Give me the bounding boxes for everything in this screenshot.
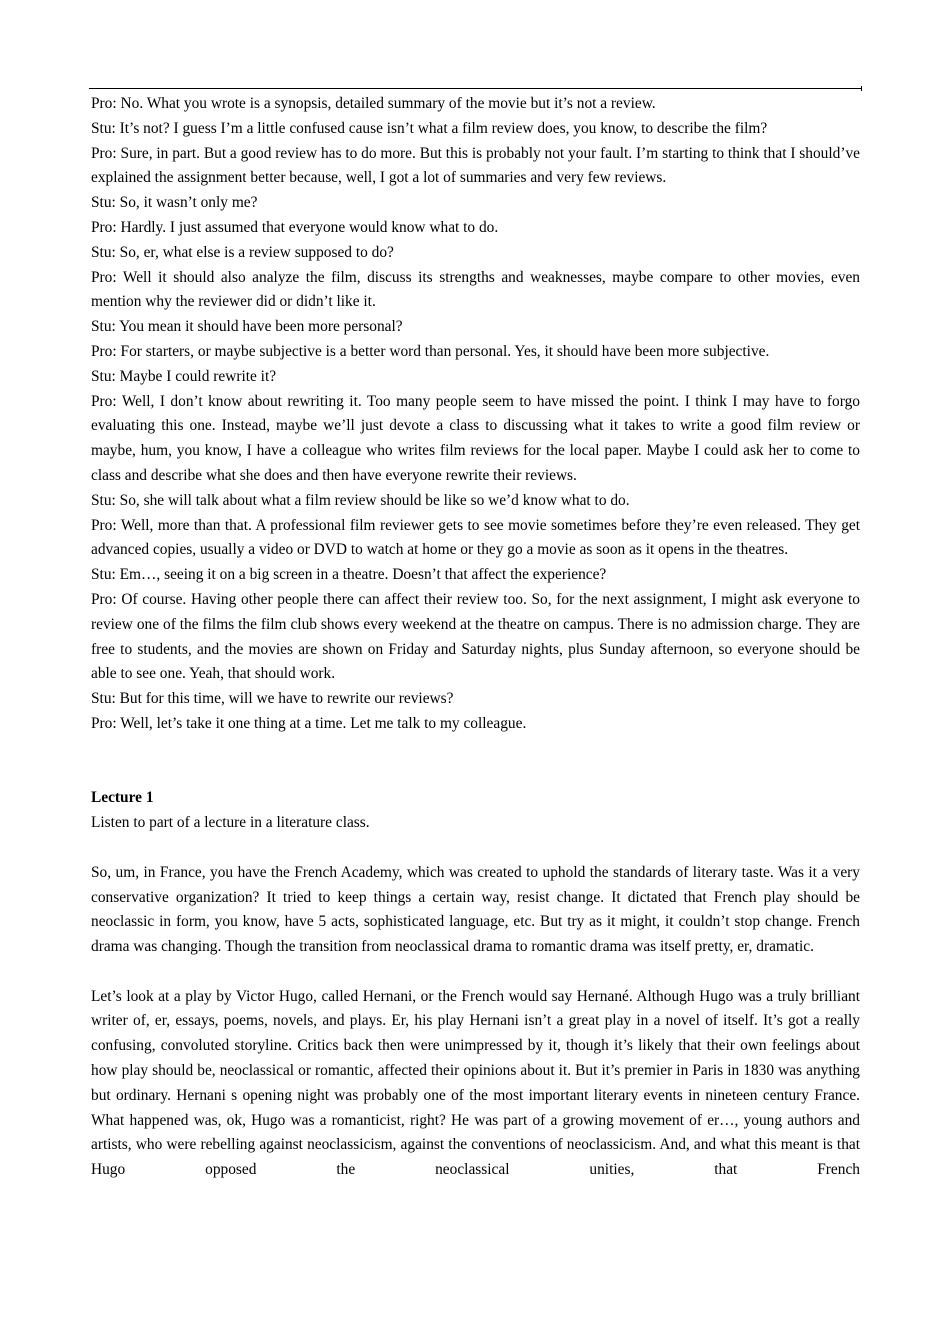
- dialogue-line: Pro: Sure, in part. But a good review has to do more. But this is probably not your fault. I’m starting to think that I should’ve explained the assignment better because, well, I got a lot of summaries and very few reviews.: [91, 144, 860, 187]
- dialogue-line: Stu: So, er, what else is a review supposed to do?: [91, 243, 394, 261]
- dialogue-section: [91, 92, 860, 737]
- dialogue-line: Pro: Of course. Having other people there can affect their review too. So, for the next assignment, I might ask everyone to review one of the films the film club shows every weekend at the theatre on campus. There is no admission charge. They are free to students, and the movies are shown on Friday and Saturday nights, plus Sunday afternoon, so everyone should be able to see one. Yeah, that should work.: [91, 590, 860, 683]
- dialogue-line: Pro: Hardly. I just assumed that everyone would know what to do.: [91, 218, 499, 236]
- section-spacer: [91, 737, 860, 787]
- dialogue-line: Pro: Well it should also analyze the film, discuss its strengths and weaknesses, maybe compare to other movies, even mention why the reviewer did or didn’t like it.: [91, 268, 860, 311]
- dialogue-line: Pro: Well, let’s take it one thing at a time. Let me talk to my colleague.: [91, 714, 527, 732]
- dialogue-line: Stu: Maybe I could rewrite it?: [91, 367, 277, 385]
- dialogue-line: Stu: Em…, seeing it on a big screen in a theatre. Doesn’t that affect the experience?: [91, 566, 607, 584]
- header-rule: [89, 88, 862, 89]
- header-rule-end-mark: [861, 86, 862, 91]
- dialogue-line: Pro: Well, more than that. A professional film reviewer gets to see movie sometimes before they’re even released. They get advanced copies, usually a video or DVD to watch at home or they go a movie as soon as it opens in the theatres.: [91, 516, 860, 559]
- lecture-title: Lecture 1: [91, 789, 154, 807]
- paragraph-spacer: [91, 836, 860, 861]
- paragraph-spacer: [91, 960, 860, 985]
- lecture-intro: Listen to part of a lecture in a literature class.: [91, 814, 370, 832]
- dialogue-line: Pro: No. What you wrote is a synopsis, detailed summary of the movie but it’s not a review.: [91, 95, 656, 112]
- dialogue-line: Stu: So, it wasn’t only me?: [91, 194, 258, 212]
- dialogue-line: Stu: It’s not? I guess I’m a little confused cause isn’t what a film review does, you know, to describe the film?: [91, 119, 768, 137]
- lecture-paragraph: Let’s look at a play by Victor Hugo, called Hernani, or the French would say Hernané. Although Hugo was a truly brilliant writer of, er, essays, poems, novels, and plays. Er, his play Hernani isn’t a great play in a novel of itself. It’s got a really confusing, convoluted storyline. Critics back then were unimpressed by it, though it’s likely that their own feelings about how play should be, neoclassical or romantic, affected their opinions about it. But it’s premier in Paris in 1830 was anything but ordinary. Hernani s opening night was probably one of the most important literary events in nineteen century France. What happened was, ok, Hugo was a romanticist, right? He was part of a growing movement of er…, young authors and artists, who were rebelling against neoclassicism, against the conventions of neoclassicism. And, and what this meant is that Hugo opposed the neoclassical unities, that French: [91, 987, 860, 1179]
- lecture-section: [91, 786, 860, 1183]
- document-body: [91, 92, 860, 1183]
- dialogue-line: Stu: So, she will talk about what a film review should be like so we’d know what to do.: [91, 491, 630, 509]
- dialogue-line: Stu: But for this time, will we have to rewrite our reviews?: [91, 690, 454, 708]
- dialogue-line: Pro: Well, I don’t know about rewriting it. Too many people seem to have missed the point. I think I may have to forgo evaluating this one. Instead, maybe we’ll just devote a class to discussing what it takes to write a good film review or maybe, hum, you know, I have a colleague who writes film reviews for the local paper. Maybe I could ask her to come to class and describe what she does and then have everyone rewrite their reviews.: [91, 392, 860, 484]
- dialogue-line: Stu: You mean it should have been more personal?: [91, 318, 403, 336]
- lecture-paragraph: So, um, in France, you have the French Academy, which was created to uphold the standards of literary taste. Was it a very conservative organization? It tried to keep things a certain way, resist change. It dictated that French play should be neoclassic in form, you know, have 5 acts, sophisticated language, etc. But try as it might, it couldn’t stop change. French drama was changing. Though the transition from neoclassical drama to romantic drama was itself pretty, er, dramatic.: [91, 863, 860, 956]
- dialogue-line: Pro: For starters, or maybe subjective is a better word than personal. Yes, it should have been more subjective.: [91, 342, 770, 360]
